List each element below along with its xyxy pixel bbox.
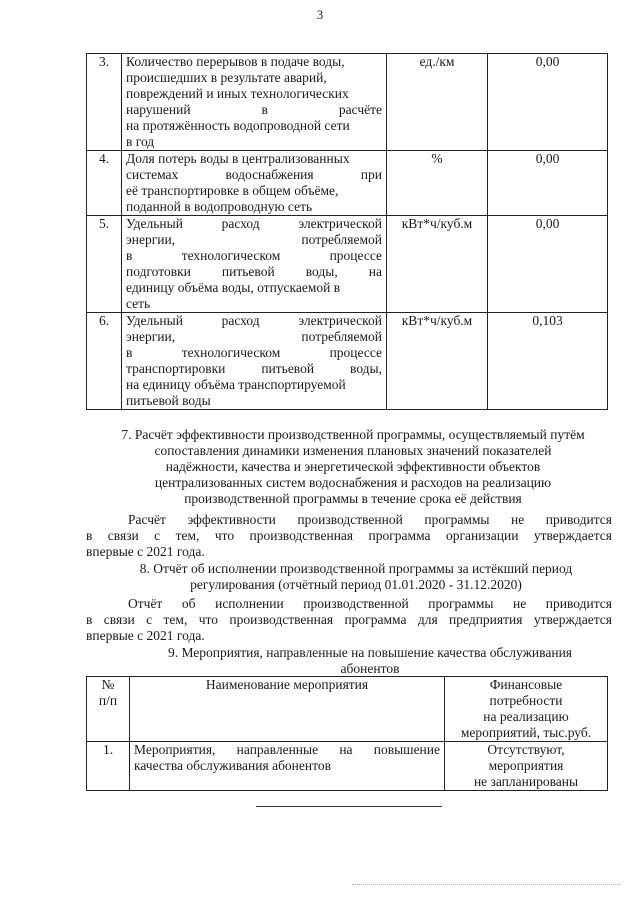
indicator-value: 0,00	[488, 54, 608, 151]
indicator-unit: %	[387, 151, 488, 216]
page-number: 3	[316, 7, 324, 22]
indicator-value: 0,00	[488, 216, 608, 313]
indicator-description: Удельный расход электрической энергии, потребляемой в технологическом процессе подготовки питьевой воды, на единицу объёма воды, отпускаемой в сеть	[122, 216, 387, 313]
measures-table	[86, 676, 608, 791]
footer-dotted-line	[352, 884, 620, 885]
section7-body: Расчёт эффективности производственной программы не приводится в связи с тем, что производственная программа организации утверждается впервые с 2021 года.	[86, 512, 612, 559]
measures-header-row	[87, 677, 608, 742]
section8-body: Отчёт об исполнении производственной программы не приводится в связи с тем, что производственная программа для предприятия утверждается впервые с 2021 года.	[86, 596, 612, 643]
section9-heading: 9. Мероприятия, направленные на повышение качества обслуживания абонентов	[167, 645, 573, 676]
indicator-number: 3.	[87, 54, 122, 151]
indicator-number: 4.	[87, 151, 122, 216]
indicator-description: Удельный расход электрической энергии, потребляемой в технологическом процессе транспортировки питьевой воды, на единицу объёма транспортируемой питьевой воды	[122, 313, 387, 410]
indicator-description: Доля потерь воды в централизованных системах водоснабжения при её транспортировке в общем объёме, поданной в водопроводную сеть	[122, 151, 387, 216]
indicator-row	[87, 313, 608, 410]
indicator-value: 0,00	[488, 151, 608, 216]
measure-num: 1.	[87, 742, 130, 791]
section7-heading: 7. Расчёт эффективности производственной программы, осуществляемый путём сопоставления динамики изменения плановых значений показателей надёжности, качества и энергетической эффективности объектов централизованных систем водоснабжения и расходов на реализацию производственной программы в течение срока её действия	[121, 427, 585, 506]
measure-financial: Отсутствуют, мероприятия не запланированы	[445, 742, 608, 791]
indicators-table	[86, 53, 608, 410]
indicator-value: 0,103	[488, 313, 608, 410]
indicator-unit: кВт*ч/куб.м	[387, 216, 488, 313]
indicator-row	[87, 54, 608, 151]
indicator-row	[87, 216, 608, 313]
indicator-unit: кВт*ч/куб.м	[387, 313, 488, 410]
indicator-unit: ед./км	[387, 54, 488, 151]
indicator-number: 5.	[87, 216, 122, 313]
indicator-row	[87, 151, 608, 216]
section8-heading: 8. Отчёт об исполнении производственной программы за истёкший период регулирования (отчётный период 01.01.2020 - 31.12.2020)	[139, 561, 573, 592]
indicator-number: 6.	[87, 313, 122, 410]
header-name: Наименование мероприятия	[130, 677, 445, 742]
header-num: № п/п	[87, 677, 130, 742]
indicator-description: Количество перерывов в подаче воды, происшедших в результате аварий, повреждений и иных технологических нарушений в расчёте на протяжённость водопроводной сети в год	[122, 54, 387, 151]
measures-row	[87, 742, 608, 791]
end-rule	[256, 806, 442, 807]
measure-name: Мероприятия, направленные на повышение качества обслуживания абонентов	[130, 742, 445, 791]
header-financial: Финансовые потребности на реализацию мероприятий, тыс.руб.	[445, 677, 608, 742]
